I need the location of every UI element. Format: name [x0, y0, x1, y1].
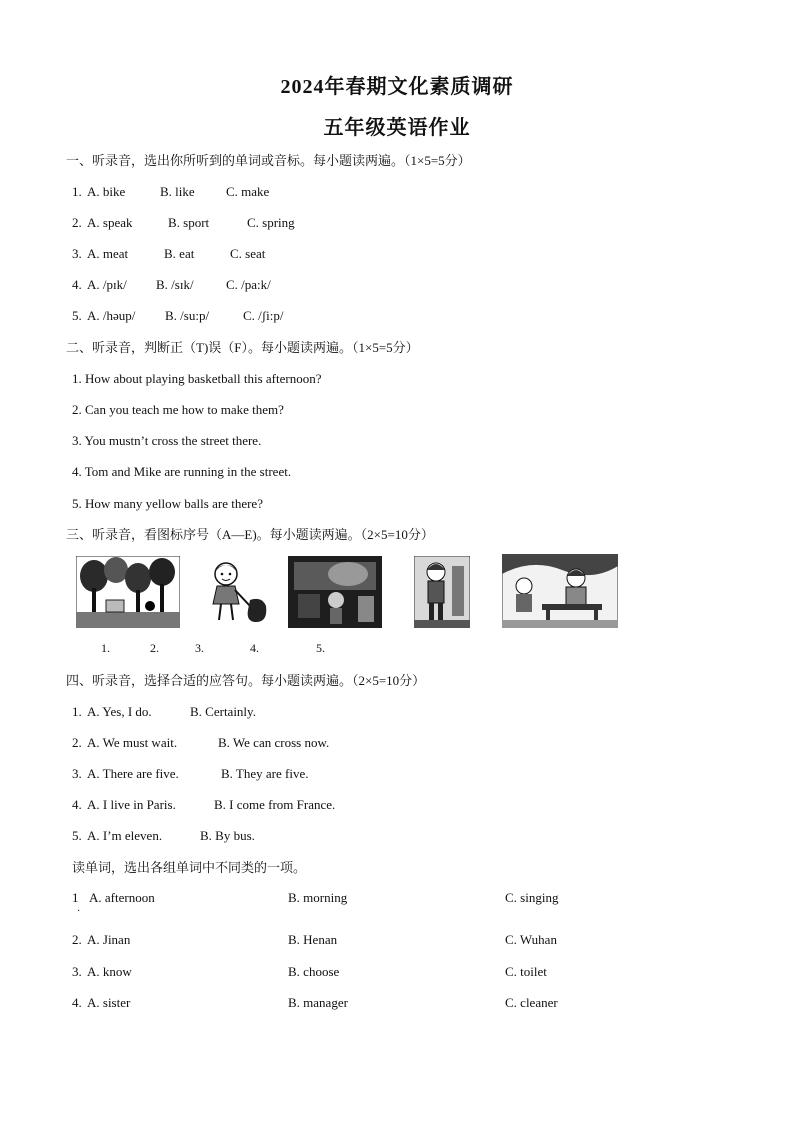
s1-q2-b: B. sport: [168, 215, 210, 230]
s5-q3-num: 3.: [72, 964, 82, 979]
s4-q4-a: A. I live in Paris.: [87, 797, 176, 812]
section1-heading: 一、听录音，选出你所听到的单词或音标。每小题读两遍。（1×5=5分）: [66, 153, 471, 168]
s1-q1-num: 1.: [72, 184, 82, 199]
s4-q5-a: A. I’m eleven.: [87, 828, 163, 843]
s5-q3-a: A. know: [87, 964, 132, 979]
s5-q2-a: A. Jinan: [87, 932, 131, 947]
s1-q3-num: 3.: [72, 246, 82, 261]
s4-q5-num: 5.: [72, 828, 82, 843]
s5-q3-c: C. toilet: [505, 964, 547, 979]
s5-q2-b: B. Henan: [288, 932, 338, 947]
s1-q3-b: B. eat: [164, 246, 195, 261]
picture-people-bench: [502, 554, 618, 628]
section5-heading: 读单词，选出各组单词中不同类的一项。: [72, 860, 307, 875]
s1-q5-b: B. /su:p/: [165, 308, 210, 323]
s1-q5-a: A. /həup/: [87, 308, 136, 323]
s4-q4-num: 4.: [72, 797, 82, 812]
s4-q4-b: B. I come from France.: [214, 797, 336, 812]
s2-statement-3: 3. You mustn’t cross the street there.: [72, 433, 262, 448]
s2-statement-2: 2. Can you teach me how to make them?: [72, 402, 284, 417]
s5-q2-num: 2.: [72, 932, 82, 947]
s1-q2-c: C. spring: [247, 215, 295, 230]
s4-q3-a: A. There are five.: [87, 766, 179, 781]
picture-trees-park: [76, 556, 180, 628]
s1-q4-b: B. /sɪk/: [156, 277, 194, 292]
s4-q1-num: 1.: [72, 704, 82, 719]
s4-q3-num: 3.: [72, 766, 82, 781]
s5-q1-a: A. afternoon: [89, 890, 155, 905]
page-title: 2024年春期文化素质调研: [280, 76, 514, 98]
s5-q1-dot: ·: [77, 906, 81, 917]
s4-q3-b: B. They are five.: [221, 766, 309, 781]
s1-q3-a: A. meat: [87, 246, 129, 261]
picture-boy-standing: [414, 556, 470, 628]
s2-statement-4: 4. Tom and Mike are running in the street.: [72, 464, 292, 479]
section2-heading: 二、听录音，判断正（T)误（F）。每小题读两遍。（1×5=5分）: [66, 340, 419, 355]
s1-q1-b: B. like: [160, 184, 195, 199]
s1-q1-c: C. make: [226, 184, 270, 199]
s1-q2-num: 2.: [72, 215, 82, 230]
section3-heading: 三、听录音，看图标序号（A—E)。每小题读两遍。（2×5=10分）: [66, 527, 434, 542]
s1-q5-c: C. /ʃi:p/: [243, 308, 284, 323]
picture-label-1: 1.: [101, 641, 110, 655]
s1-q1-a: A. bike: [87, 184, 126, 199]
s5-q4-a: A. sister: [87, 995, 131, 1010]
s2-statement-5: 5. How many yellow balls are there?: [72, 496, 263, 511]
s4-q2-b: B. We can cross now.: [218, 735, 330, 750]
s1-q3-c: C. seat: [230, 246, 266, 261]
s5-q2-c: C. Wuhan: [505, 932, 557, 947]
s1-q4-num: 4.: [72, 277, 82, 292]
s4-q1-b: B. Certainly.: [190, 704, 256, 719]
picture-label-2: 2.: [150, 641, 159, 655]
picture-street-scene: [288, 556, 382, 628]
picture-label-5: 5.: [316, 641, 325, 655]
picture-label-3: 3.: [195, 641, 204, 655]
s4-q5-b: B. By bus.: [200, 828, 255, 843]
s4-q2-a: A. We must wait.: [87, 735, 178, 750]
s1-q4-a: A. /pɪk/: [87, 277, 127, 292]
section4-heading: 四、听录音，选择合适的应答句。每小题读两遍。（2×5=10分）: [66, 673, 426, 688]
s5-q1-b: B. morning: [288, 890, 348, 905]
s1-q4-c: C. /pa:k/: [226, 277, 271, 292]
page-subtitle: 五年级英语作业: [323, 117, 471, 139]
picture-label-4: 4.: [250, 641, 259, 655]
s5-q4-c: C. cleaner: [505, 995, 558, 1010]
s2-statement-1: 1. How about playing basketball this afternoon?: [72, 371, 322, 386]
s4-q2-num: 2.: [72, 735, 82, 750]
s5-q1-num: 1: [72, 890, 79, 905]
s1-q5-num: 5.: [72, 308, 82, 323]
s4-q1-a: A. Yes, I do.: [87, 704, 152, 719]
s1-q2-a: A. speak: [87, 215, 133, 230]
picture-girl-cleaning: [204, 560, 274, 626]
s5-q1-c: C. singing: [505, 890, 559, 905]
s5-q3-b: B. choose: [288, 964, 340, 979]
s5-q4-b: B. manager: [288, 995, 348, 1010]
s5-q4-num: 4.: [72, 995, 82, 1010]
